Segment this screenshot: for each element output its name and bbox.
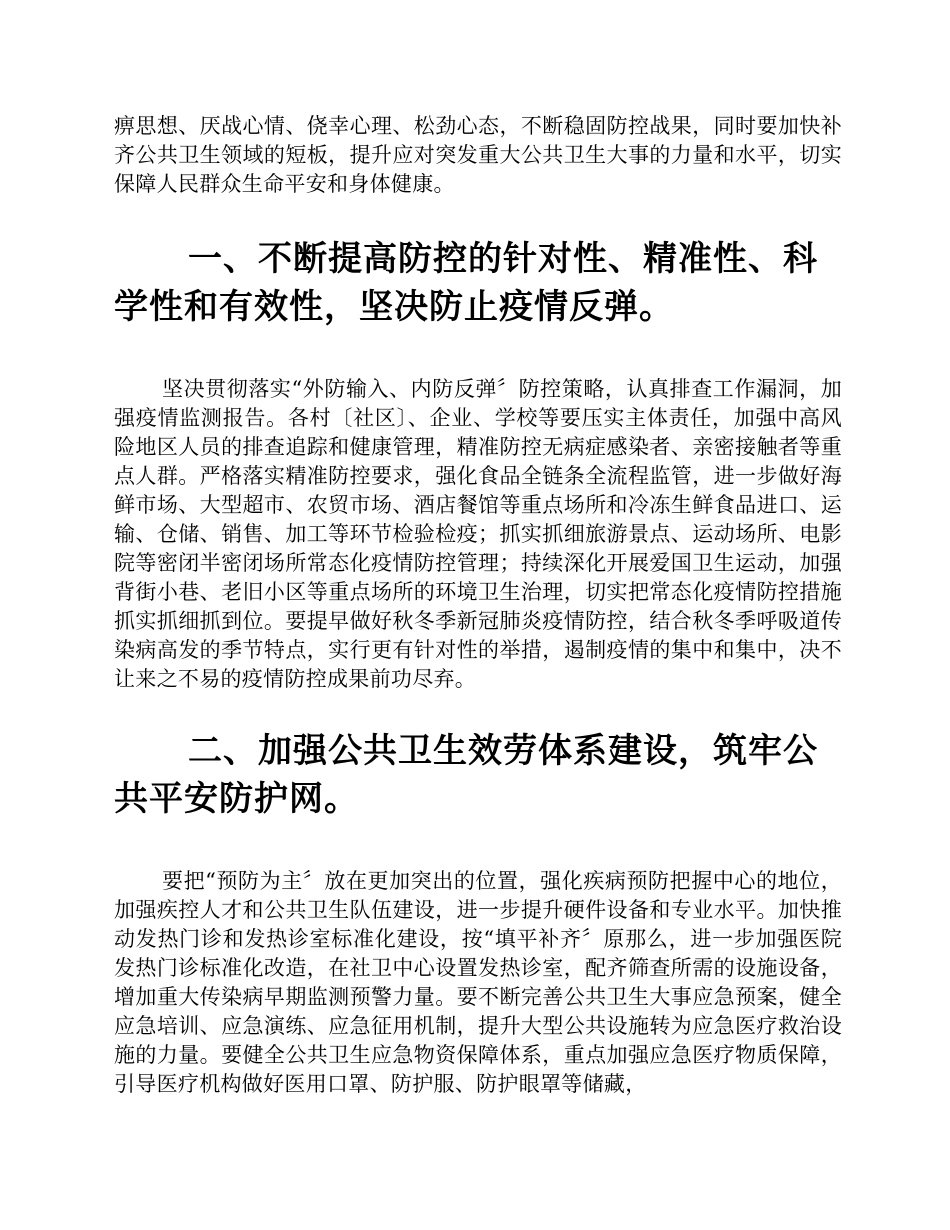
section-heading-1: 一、不断提高防控的针对性、精准性、科学性和有效性，坚决防止疫情反弹。 [114,239,818,327]
paragraph-intro: 痹思想、厌战心情、侥幸心理、松劲心态，不断稳固防控战果，同时要加快补齐公共卫生领域的短板，提升应对突发重大公共卫生大事的力量和水平，切实保障人民群众生命平安和身体健康。 [114,114,842,196]
document-page [114,112,842,1099]
paragraph-section-1: 坚决贯彻落实“外防输入、内防反弹〞防控策略，认真排查工作漏洞，加强疫情监测报告。各村〔社区〕、企业、学校等要压实主体责任，加强中高风险地区人员的排查追踪和健康管理，精准防控无病症感染者、亲密接触者等重点人群。严格落实精准防控要求，强化食品全链条全流程监管，进一步做好海鲜市场、大型超市、农贸市场、酒店餐馆等重点场所和冷冻生鲜食品进口、运输、仓储、销售、加工等环节检验检疫；抓实抓细旅游景点、运动场所、电影院等密闭半密闭场所常态化疫情防控管理；持续深化开展爱国卫生运动，加强背街小巷、老旧小区等重点场所的环境卫生治理，切实把常态化疫情防控措施抓实抓细抓到位。要提早做好秋冬季新冠肺炎疫情防控，结合秋冬季呼吸道传染病高发的季节特点，实行更有针对性的举措，遏制疫情的集中和集中，决不让来之不易的疫情防控成果前功尽弃。 [114,377,842,691]
paragraph-section-2: 要把“预防为主〞放在更加突出的位置，强化疾病预防把握中心的地位，加强疾控人才和公共卫生队伍建设，进一步提升硬件设备和专业水平。加快推动发热门诊和发热诊室标准化建设，按“填平补齐〞原那么，进一步加强医院发热门诊标准化改造，在社卫中心设置发热诊室，配齐筛查所需的设施设备，增加重大传染病早期监测预警力量。要不断完善公共卫生大事应急预案，健全应急培训、应急演练、应急征用机制，提升大型公共设施转为应急医疗救治设施的力量。要健全公共卫生应急物资保障体系，重点加强应急医疗物质保障，引导医疗机构做好医用口罩、防护服、防护眼罩等储藏， [114,869,842,1096]
section-heading-2: 二、加强公共卫生效劳体系建设，筑牢公共平安防护网。 [114,731,818,819]
